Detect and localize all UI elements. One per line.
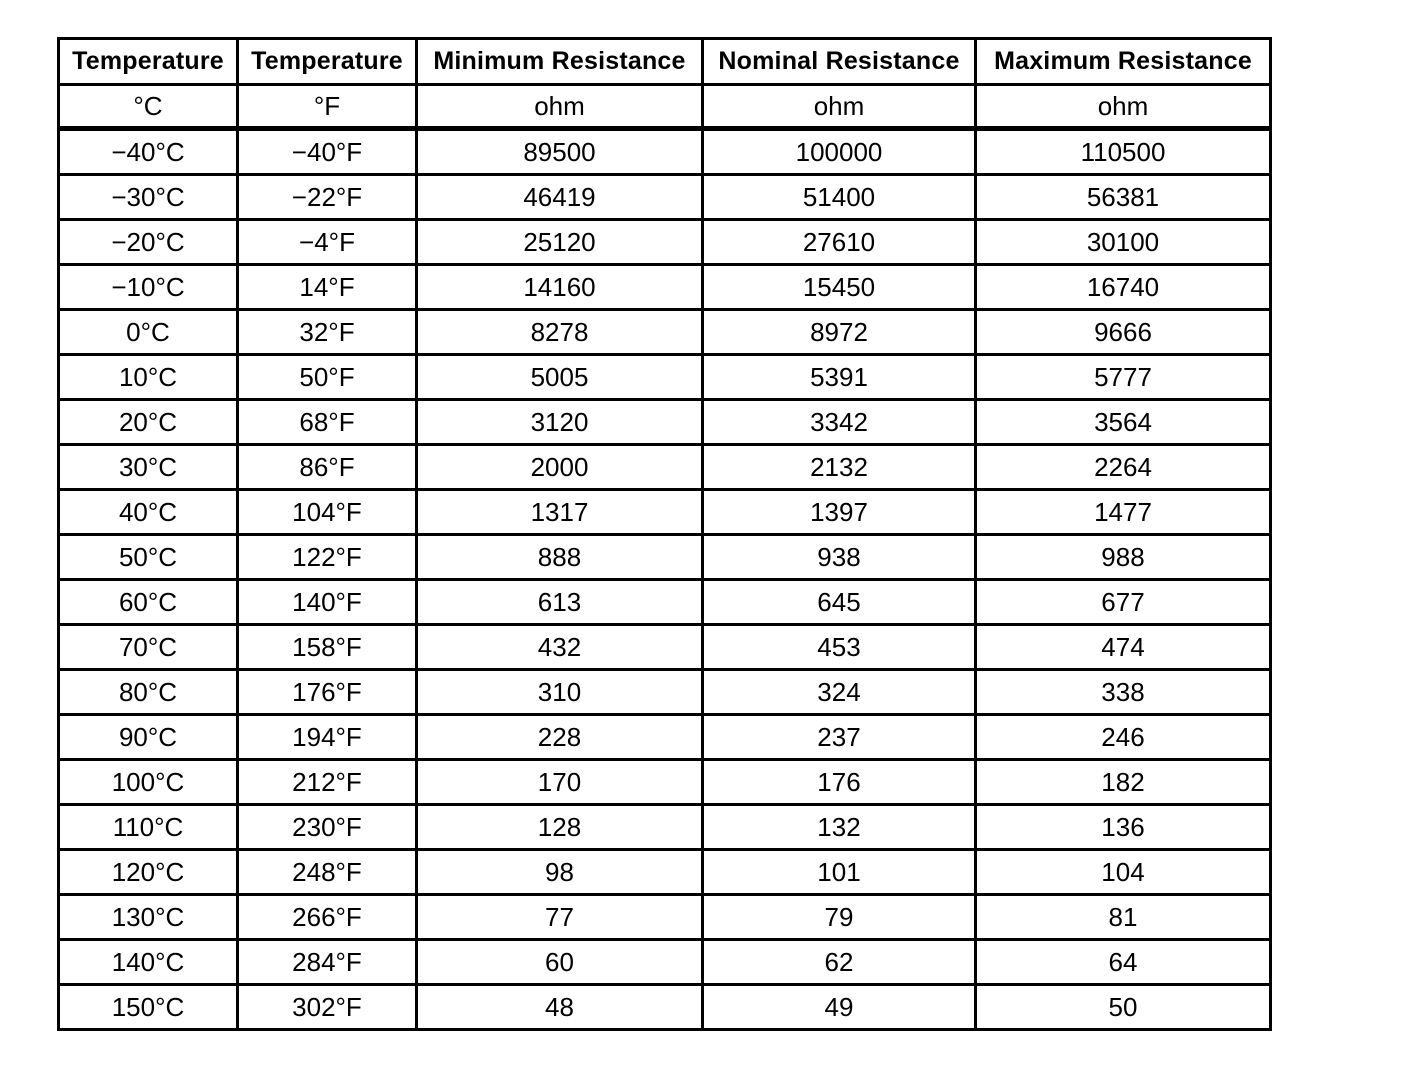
cell-celsius: −20°C [59, 220, 238, 265]
table-row [59, 985, 1271, 1030]
cell-celsius: 110°C [59, 805, 238, 850]
cell-nominal-resistance: 8972 [703, 310, 976, 355]
cell-fahrenheit: 104°F [238, 490, 417, 535]
cell-minimum-resistance: 128 [417, 805, 703, 850]
cell-celsius: 0°C [59, 310, 238, 355]
cell-fahrenheit: 212°F [238, 760, 417, 805]
cell-minimum-resistance: 613 [417, 580, 703, 625]
cell-celsius: −30°C [59, 175, 238, 220]
cell-minimum-resistance: 432 [417, 625, 703, 670]
resistance-table [57, 37, 1272, 1031]
cell-fahrenheit: 50°F [238, 355, 417, 400]
cell-nominal-resistance: 49 [703, 985, 976, 1030]
cell-nominal-resistance: 79 [703, 895, 976, 940]
cell-fahrenheit: −4°F [238, 220, 417, 265]
cell-celsius: 140°C [59, 940, 238, 985]
cell-maximum-resistance: 64 [976, 940, 1271, 985]
cell-nominal-resistance: 101 [703, 850, 976, 895]
cell-fahrenheit: 266°F [238, 895, 417, 940]
table-row [59, 490, 1271, 535]
table-row [59, 400, 1271, 445]
cell-nominal-resistance: 1397 [703, 490, 976, 535]
unit-nominal-ohm: ohm [703, 85, 976, 129]
cell-nominal-resistance: 453 [703, 625, 976, 670]
cell-fahrenheit: −22°F [238, 175, 417, 220]
cell-nominal-resistance: 2132 [703, 445, 976, 490]
cell-fahrenheit: 302°F [238, 985, 417, 1030]
cell-minimum-resistance: 5005 [417, 355, 703, 400]
table-row [59, 580, 1271, 625]
cell-nominal-resistance: 645 [703, 580, 976, 625]
cell-minimum-resistance: 89500 [417, 129, 703, 175]
cell-celsius: 150°C [59, 985, 238, 1030]
header-maximum-resistance: Maximum Resistance [976, 39, 1271, 85]
table-row [59, 760, 1271, 805]
table-row [59, 175, 1271, 220]
cell-celsius: 120°C [59, 850, 238, 895]
cell-maximum-resistance: 182 [976, 760, 1271, 805]
cell-maximum-resistance: 3564 [976, 400, 1271, 445]
cell-minimum-resistance: 48 [417, 985, 703, 1030]
cell-maximum-resistance: 81 [976, 895, 1271, 940]
header-nominal-resistance: Nominal Resistance [703, 39, 976, 85]
table-row [59, 129, 1271, 175]
cell-minimum-resistance: 310 [417, 670, 703, 715]
cell-fahrenheit: −40°F [238, 129, 417, 175]
cell-celsius: 70°C [59, 625, 238, 670]
cell-minimum-resistance: 77 [417, 895, 703, 940]
cell-nominal-resistance: 51400 [703, 175, 976, 220]
unit-celsius: °C [59, 85, 238, 129]
cell-maximum-resistance: 9666 [976, 310, 1271, 355]
cell-minimum-resistance: 25120 [417, 220, 703, 265]
cell-fahrenheit: 230°F [238, 805, 417, 850]
table-row [59, 625, 1271, 670]
cell-fahrenheit: 32°F [238, 310, 417, 355]
cell-nominal-resistance: 27610 [703, 220, 976, 265]
cell-minimum-resistance: 46419 [417, 175, 703, 220]
cell-minimum-resistance: 228 [417, 715, 703, 760]
unit-maximum-ohm: ohm [976, 85, 1271, 129]
table-row [59, 310, 1271, 355]
cell-fahrenheit: 140°F [238, 580, 417, 625]
cell-nominal-resistance: 324 [703, 670, 976, 715]
cell-fahrenheit: 14°F [238, 265, 417, 310]
cell-fahrenheit: 122°F [238, 535, 417, 580]
table-row [59, 355, 1271, 400]
cell-minimum-resistance: 1317 [417, 490, 703, 535]
cell-minimum-resistance: 3120 [417, 400, 703, 445]
table-row [59, 445, 1271, 490]
cell-maximum-resistance: 16740 [976, 265, 1271, 310]
header-minimum-resistance: Minimum Resistance [417, 39, 703, 85]
cell-maximum-resistance: 5777 [976, 355, 1271, 400]
cell-maximum-resistance: 677 [976, 580, 1271, 625]
table-row [59, 895, 1271, 940]
table-row [59, 715, 1271, 760]
cell-celsius: 20°C [59, 400, 238, 445]
cell-celsius: 50°C [59, 535, 238, 580]
cell-nominal-resistance: 100000 [703, 129, 976, 175]
cell-maximum-resistance: 30100 [976, 220, 1271, 265]
cell-celsius: −10°C [59, 265, 238, 310]
table-body [59, 129, 1271, 1030]
cell-nominal-resistance: 15450 [703, 265, 976, 310]
cell-celsius: 10°C [59, 355, 238, 400]
cell-maximum-resistance: 2264 [976, 445, 1271, 490]
cell-fahrenheit: 248°F [238, 850, 417, 895]
cell-celsius: 80°C [59, 670, 238, 715]
cell-nominal-resistance: 132 [703, 805, 976, 850]
cell-fahrenheit: 158°F [238, 625, 417, 670]
cell-fahrenheit: 68°F [238, 400, 417, 445]
cell-nominal-resistance: 5391 [703, 355, 976, 400]
cell-celsius: 40°C [59, 490, 238, 535]
cell-celsius: 30°C [59, 445, 238, 490]
cell-minimum-resistance: 8278 [417, 310, 703, 355]
cell-nominal-resistance: 176 [703, 760, 976, 805]
cell-maximum-resistance: 338 [976, 670, 1271, 715]
cell-fahrenheit: 284°F [238, 940, 417, 985]
unit-row [59, 85, 1271, 129]
cell-celsius: −40°C [59, 129, 238, 175]
cell-minimum-resistance: 888 [417, 535, 703, 580]
unit-minimum-ohm: ohm [417, 85, 703, 129]
table-row [59, 220, 1271, 265]
table-row [59, 670, 1271, 715]
cell-minimum-resistance: 14160 [417, 265, 703, 310]
cell-nominal-resistance: 3342 [703, 400, 976, 445]
table-row [59, 805, 1271, 850]
cell-maximum-resistance: 474 [976, 625, 1271, 670]
cell-maximum-resistance: 246 [976, 715, 1271, 760]
cell-minimum-resistance: 60 [417, 940, 703, 985]
cell-celsius: 100°C [59, 760, 238, 805]
cell-celsius: 60°C [59, 580, 238, 625]
cell-fahrenheit: 176°F [238, 670, 417, 715]
unit-fahrenheit: °F [238, 85, 417, 129]
table-row [59, 535, 1271, 580]
cell-maximum-resistance: 56381 [976, 175, 1271, 220]
header-temperature-fahrenheit: Temperature [238, 39, 417, 85]
cell-maximum-resistance: 988 [976, 535, 1271, 580]
table-row [59, 850, 1271, 895]
header-row [59, 39, 1271, 85]
cell-minimum-resistance: 2000 [417, 445, 703, 490]
cell-maximum-resistance: 1477 [976, 490, 1271, 535]
cell-maximum-resistance: 104 [976, 850, 1271, 895]
header-temperature-celsius: Temperature [59, 39, 238, 85]
table-row [59, 940, 1271, 985]
cell-maximum-resistance: 50 [976, 985, 1271, 1030]
cell-nominal-resistance: 62 [703, 940, 976, 985]
cell-celsius: 90°C [59, 715, 238, 760]
table-row [59, 265, 1271, 310]
cell-maximum-resistance: 110500 [976, 129, 1271, 175]
cell-nominal-resistance: 938 [703, 535, 976, 580]
cell-minimum-resistance: 170 [417, 760, 703, 805]
cell-nominal-resistance: 237 [703, 715, 976, 760]
cell-fahrenheit: 86°F [238, 445, 417, 490]
cell-celsius: 130°C [59, 895, 238, 940]
cell-fahrenheit: 194°F [238, 715, 417, 760]
cell-maximum-resistance: 136 [976, 805, 1271, 850]
cell-minimum-resistance: 98 [417, 850, 703, 895]
